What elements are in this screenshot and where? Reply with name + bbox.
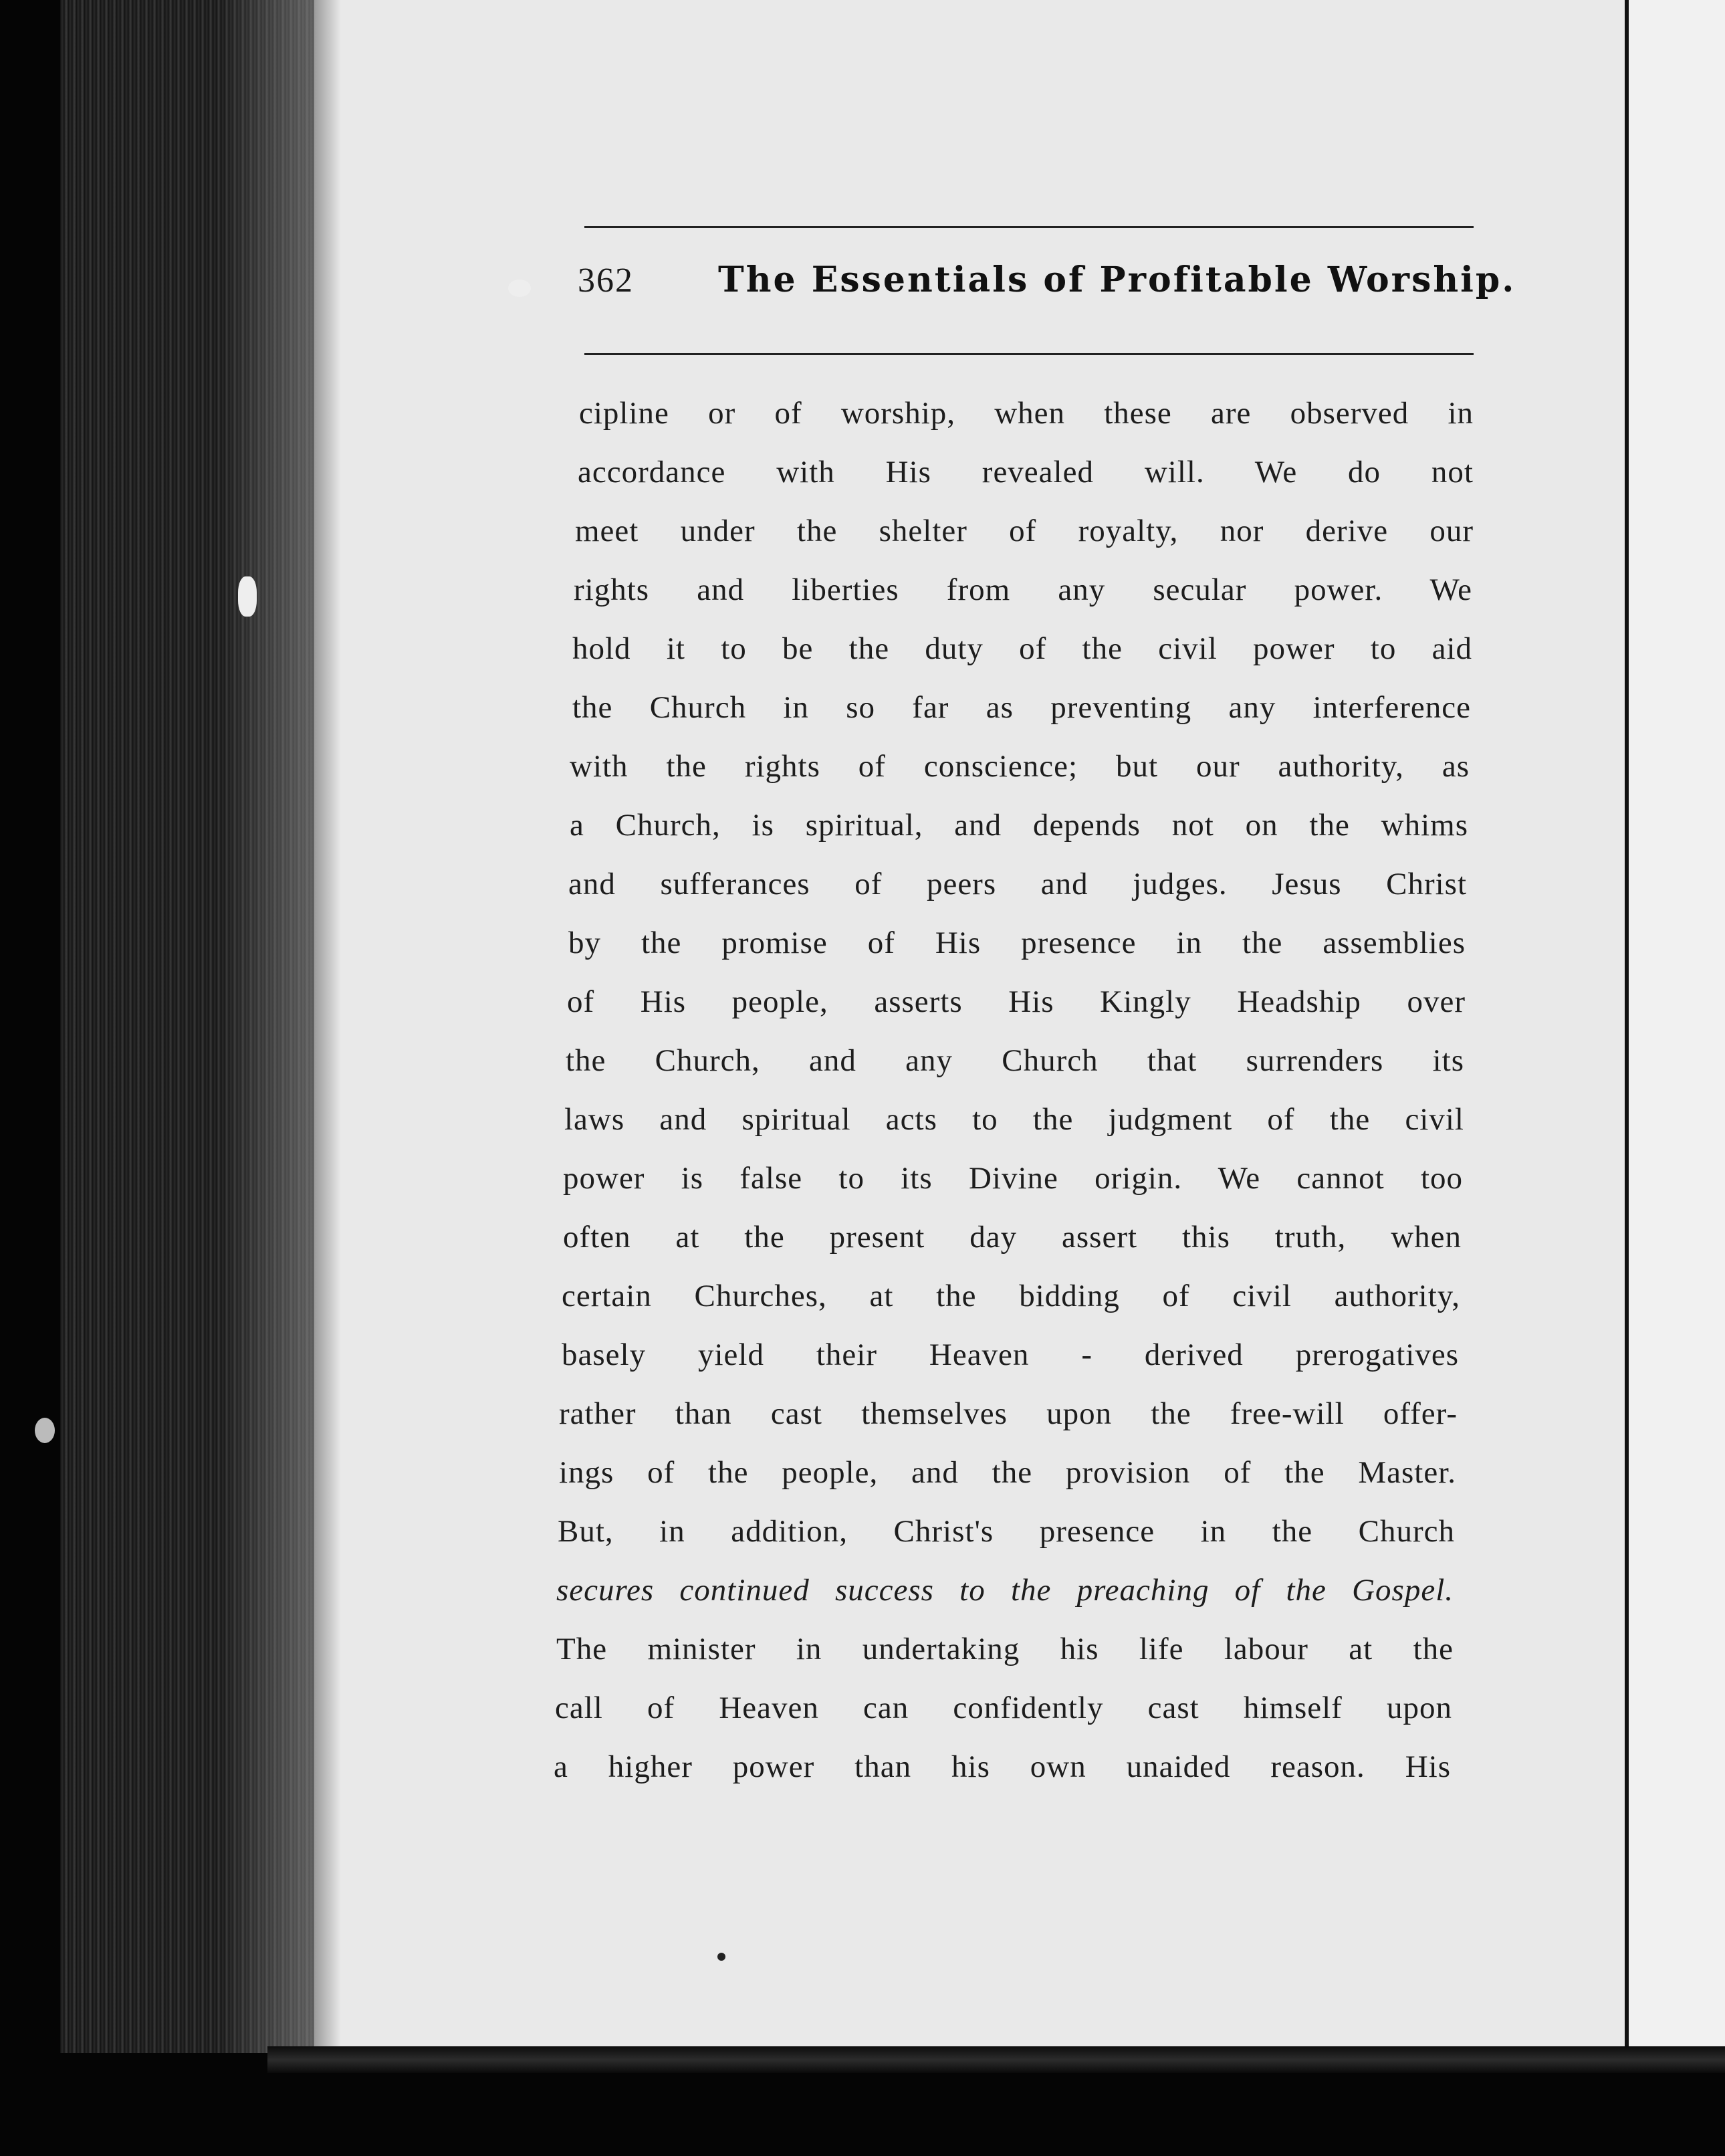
text-line: cipline or of worship, when these are observed in bbox=[579, 396, 1474, 431]
printer-mark-dot bbox=[717, 1953, 725, 1961]
text-line: The minister in undertaking his life labour at the bbox=[556, 1632, 1454, 1666]
text-line: by the promise of His presence in the assemblies bbox=[568, 926, 1466, 960]
text-line: of His people, asserts His Kingly Headship over bbox=[567, 984, 1466, 1019]
text-line: call of Heaven can confidently cast himself upon bbox=[555, 1691, 1452, 1725]
text-line: rather than cast themselves upon the free-will offer- bbox=[559, 1396, 1458, 1431]
text-line: a higher power than his own unaided reason. His bbox=[554, 1749, 1451, 1784]
text-line: the Church, and any Church that surrenders its bbox=[566, 1043, 1464, 1078]
text-line: hold it to be the duty of the civil power to aid bbox=[572, 631, 1472, 666]
text-line: and sufferances of peers and judges. Jesus Christ bbox=[568, 867, 1467, 901]
text-line: the Church in so far as preventing any interference bbox=[572, 690, 1471, 725]
text-line: meet under the shelter of royalty, nor derive our bbox=[575, 514, 1474, 548]
text-line: with the rights of conscience; but our authority, as bbox=[570, 749, 1470, 784]
scan-speck bbox=[35, 1418, 55, 1443]
text-line: basely yield their Heaven - derived prerogatives bbox=[562, 1337, 1459, 1372]
running-title: The Essentials of Profitable Worship. bbox=[718, 259, 1516, 300]
text-line: ings of the people, and the provision of the Master. bbox=[559, 1455, 1456, 1490]
scan-speck bbox=[238, 576, 257, 617]
page-number: 362 bbox=[578, 261, 634, 300]
text-line: accordance with His revealed will. We do not bbox=[578, 455, 1474, 490]
text-line-italic: secures continued success to the preaching of the Gospel. bbox=[556, 1573, 1454, 1608]
text-line: But, in addition, Christ's presence in the Church bbox=[558, 1514, 1455, 1549]
text-line: rights and liberties from any secular power. We bbox=[574, 572, 1472, 607]
text-line: power is false to its Divine origin. We cannot too bbox=[563, 1161, 1463, 1196]
text-line: laws and spiritual acts to the judgment of the civil bbox=[564, 1102, 1464, 1137]
text-line: a Church, is spiritual, and depends not on the whims bbox=[570, 808, 1468, 843]
text-line: certain Churches, at the bidding of civil authority, bbox=[562, 1279, 1460, 1313]
scan-speck bbox=[508, 280, 531, 297]
text-line: often at the present day assert this truth, when bbox=[563, 1220, 1462, 1255]
